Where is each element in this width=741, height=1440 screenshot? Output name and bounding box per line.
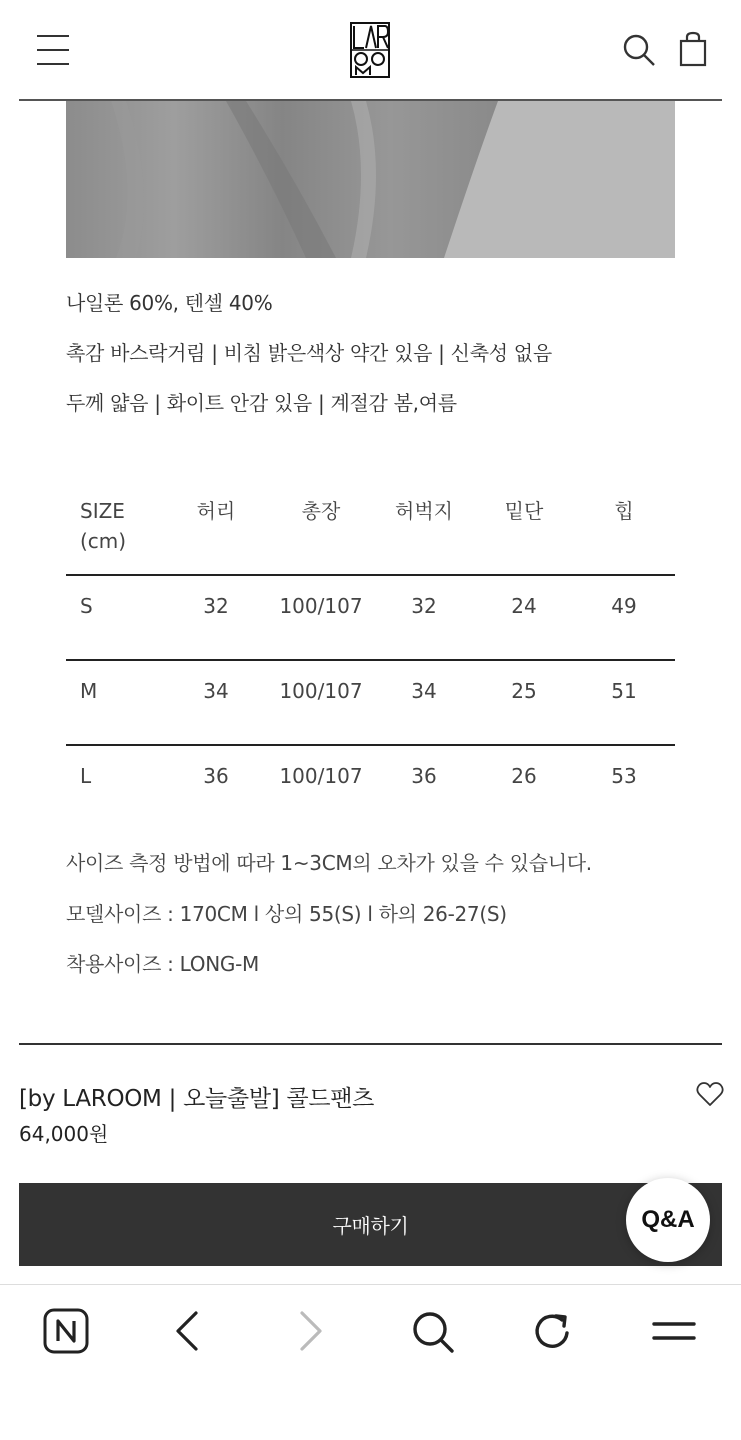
reload-icon[interactable] <box>529 1307 577 1355</box>
table-row <box>66 744 675 829</box>
table-cell: L <box>80 764 92 788</box>
buy-button[interactable]: 구매하기 <box>19 1183 722 1266</box>
browser-toolbar <box>0 1284 741 1440</box>
search-icon[interactable] <box>408 1307 456 1355</box>
hamburger-menu-icon[interactable] <box>36 33 70 67</box>
table-cell: 34 <box>411 679 437 703</box>
texture-text: 촉감 바스락거림 | 비침 밝은색상 약간 있음 | 신축성 없음 <box>66 341 552 365</box>
back-icon[interactable] <box>164 1307 212 1355</box>
table-row <box>66 659 675 744</box>
header-length: 총장 <box>301 499 341 523</box>
shopping-bag-icon[interactable] <box>679 31 707 67</box>
laroom-logo[interactable] <box>350 22 390 78</box>
table-cell: 34 <box>203 679 229 703</box>
header-waist: 허리 <box>196 499 236 523</box>
header-hip: 힙 <box>614 499 634 523</box>
table-cell: 100/107 <box>279 594 363 618</box>
table-cell: 100/107 <box>279 679 363 703</box>
material-text: 나일론 60%, 텐셀 40% <box>66 291 273 315</box>
table-cell: 24 <box>511 594 537 618</box>
search-icon[interactable] <box>622 33 656 67</box>
naver-home-icon[interactable] <box>42 1307 90 1355</box>
menu-icon[interactable] <box>650 1307 698 1355</box>
table-cell: 36 <box>203 764 229 788</box>
measurement-note: 사이즈 측정 방법에 따라 1~3CM의 오차가 있을 수 있습니다. <box>66 851 592 875</box>
size-table <box>66 488 675 829</box>
product-info-divider <box>19 1043 722 1045</box>
table-cell: 53 <box>611 764 637 788</box>
top-header <box>0 0 741 101</box>
table-cell: M <box>80 679 98 703</box>
table-cell: 26 <box>511 764 537 788</box>
thickness-text: 두께 얇음 | 화이트 안감 있음 | 계절감 봄,여름 <box>66 391 457 415</box>
qa-button[interactable]: Q&A <box>626 1178 710 1262</box>
table-cell: 51 <box>611 679 637 703</box>
size-table-header <box>66 488 675 574</box>
heart-icon[interactable] <box>696 1082 724 1108</box>
table-cell: S <box>80 594 93 618</box>
forward-icon[interactable] <box>286 1307 334 1355</box>
model-size-note: 모델사이즈 : 170CM l 상의 55(S) l 하의 26-27(S) <box>66 902 507 926</box>
table-cell: 32 <box>203 594 229 618</box>
table-cell: 100/107 <box>279 764 363 788</box>
worn-size-note: 착용사이즈 : LONG-M <box>66 952 259 976</box>
table-cell: 36 <box>411 764 437 788</box>
header-size: SIZE (cm) <box>80 499 127 553</box>
header-thigh: 허벅지 <box>395 499 453 523</box>
product-detail-image <box>66 101 675 258</box>
header-hem: 밑단 <box>504 499 544 523</box>
table-cell: 32 <box>411 594 437 618</box>
table-row <box>66 574 675 659</box>
table-cell: 25 <box>511 679 537 703</box>
table-cell: 49 <box>611 594 637 618</box>
product-name: [by LAROOM | 오늘출발] 콜드팬츠 <box>19 1086 375 1112</box>
product-price: 64,000원 <box>19 1122 109 1146</box>
